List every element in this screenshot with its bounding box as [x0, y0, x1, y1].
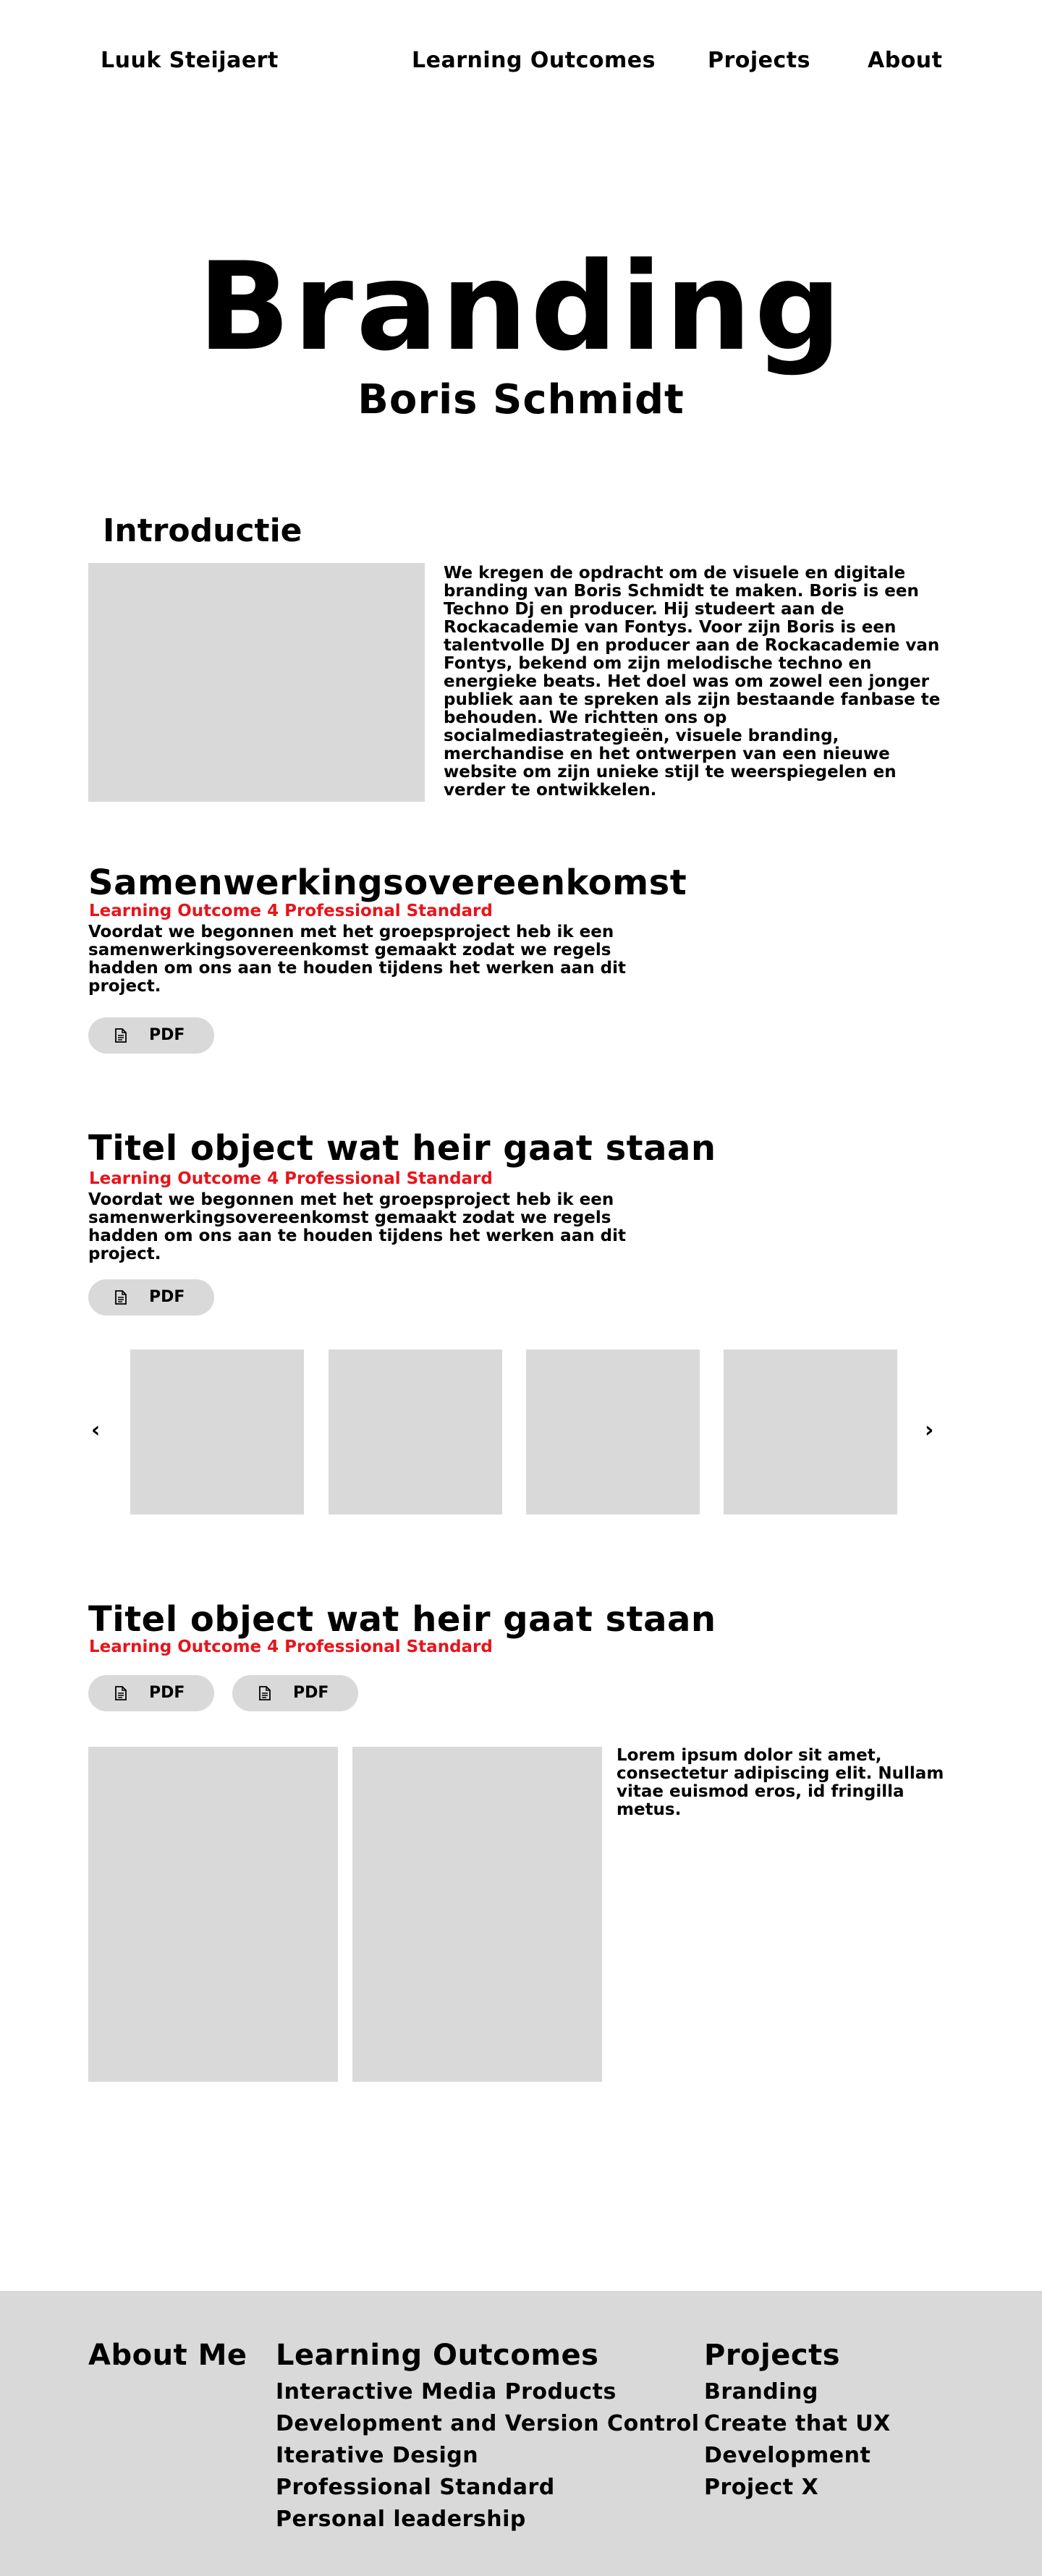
document-icon [115, 1290, 127, 1305]
section1-pdf-button[interactable] [88, 1017, 214, 1054]
footer-outcomes-heading[interactable]: Learning Outcomes [276, 2339, 599, 2372]
section3-pdf-button-2[interactable] [232, 1675, 358, 1711]
page-subtitle: Boris Schmidt [357, 376, 685, 423]
carousel-image-placeholder[interactable] [724, 1350, 897, 1514]
document-icon [115, 1686, 127, 1700]
carousel-image-placeholder[interactable] [130, 1350, 304, 1514]
pdf-label: PDF [149, 1026, 185, 1044]
carousel-prev-arrow[interactable]: ‹ [91, 1418, 101, 1443]
pdf-label: PDF [293, 1684, 329, 1702]
section1-outcome: Learning Outcome 4 Professional Standard [89, 902, 493, 920]
section1-text: Voordat we begonnen met het groepsproject heb ik een samenwerkingsovereenkomst gemaakt zodat we regels hadden om ons aan te houden tijdens het werken aan dit project. [88, 923, 626, 996]
footer-project-link[interactable]: Project X [704, 2475, 819, 2500]
carousel-image-placeholder[interactable] [526, 1350, 700, 1514]
footer-outcome-link[interactable]: Professional Standard [276, 2475, 555, 2500]
nav-learning-outcomes[interactable]: Learning Outcomes [412, 48, 656, 73]
footer-about-heading[interactable]: About Me [88, 2339, 247, 2372]
section3-pdf-button-1[interactable] [88, 1675, 214, 1711]
section2-title: Titel object wat heir gaat staan [88, 1128, 716, 1169]
section3-text: Lorem ipsum dolor sit amet, consectetur adipiscing elit. Nullam vitae euismod eros, id fringilla metus. [617, 1746, 944, 1819]
top-nav [0, 0, 1042, 123]
section2-text: Voordat we begonnen met het groepsproject heb ik een samenwerkingsovereenkomst gemaakt zodat we regels hadden om ons aan te houden tijdens het werken aan dit project. [88, 1190, 626, 1263]
intro-image-placeholder [88, 563, 425, 802]
nav-about[interactable]: About [868, 48, 943, 73]
site-brand[interactable]: Luuk Steijaert [101, 48, 279, 73]
section3-image-placeholder [88, 1747, 338, 2082]
section3-image-placeholder [352, 1747, 602, 2082]
footer-outcome-link[interactable]: Interactive Media Products [276, 2379, 617, 2405]
intro-heading: Introductie [103, 512, 302, 549]
section3-title: Titel object wat heir gaat staan [88, 1599, 716, 1640]
carousel-image-placeholder[interactable] [329, 1350, 502, 1514]
section1-title: Samenwerkingsovereenkomst [88, 863, 687, 903]
document-icon [115, 1028, 127, 1043]
intro-text: We kregen de opdracht om de visuele en digitale branding van Boris Schmidt te maken. Boris is een Techno Dj en producer. Hij studeert aan de Rockacademie van Fontys. Voor zijn Boris is een talentvolle DJ en producer aan de Rockacademie van Fontys, bekend om zijn melodische techno en energieke beats. Het doel was om zowel een jonger publiek aan te spreken als zijn bestaande fanbase te behouden. We richtten ons op socialmediastrategieën, visuele branding, merchandise en het ontwerpen van een nieuwe website om zijn unieke stijl te weerspiegelen en verder te ontwikkelen. [444, 564, 941, 800]
footer-project-link[interactable]: Branding [704, 2379, 818, 2405]
nav-projects[interactable]: Projects [708, 48, 811, 73]
section2-pdf-button[interactable] [88, 1279, 214, 1315]
carousel-next-arrow[interactable]: › [925, 1418, 934, 1443]
footer-outcome-link[interactable]: Development and Version Control [276, 2411, 700, 2436]
footer-project-link[interactable]: Development [704, 2443, 871, 2468]
page-title: Branding [198, 236, 844, 378]
pdf-label: PDF [149, 1288, 185, 1306]
footer-outcome-link[interactable]: Personal leadership [276, 2507, 526, 2532]
footer-projects-heading[interactable]: Projects [704, 2339, 841, 2372]
section3-outcome: Learning Outcome 4 Professional Standard [89, 1637, 493, 1656]
section2-outcome: Learning Outcome 4 Professional Standard [89, 1169, 493, 1188]
document-icon [259, 1686, 271, 1700]
footer-project-link[interactable]: Create that UX [704, 2411, 891, 2436]
pdf-label: PDF [149, 1684, 185, 1702]
footer-outcome-link[interactable]: Iterative Design [276, 2443, 479, 2468]
